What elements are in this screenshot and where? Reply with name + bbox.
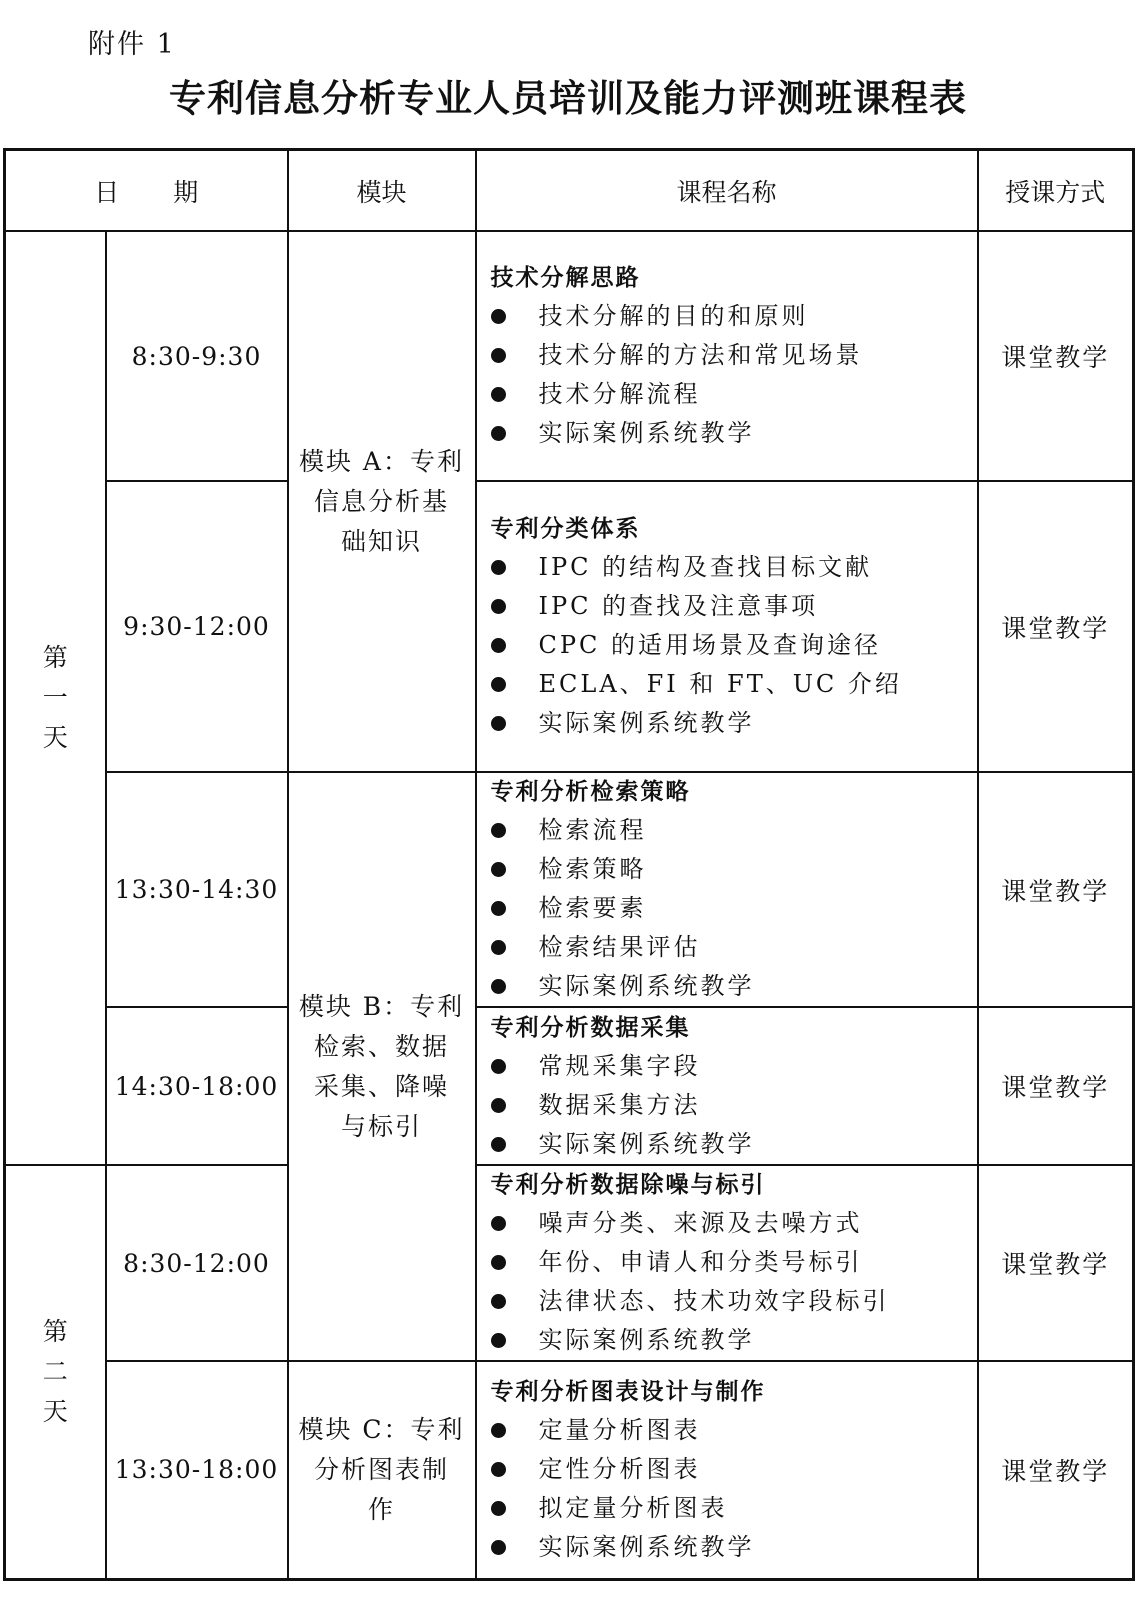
schedule-table	[3, 148, 1135, 1581]
bullet-icon	[491, 901, 506, 916]
bullet-icon	[491, 638, 506, 653]
bullet-icon	[491, 309, 506, 324]
course-item-list	[491, 297, 977, 453]
list-item: 实际案例系统教学	[491, 1321, 977, 1360]
course-cell	[476, 231, 978, 481]
header-module: 模块	[288, 150, 476, 232]
course-title: 专利分类体系	[490, 516, 641, 542]
course-title: 技术分解思路	[490, 265, 641, 291]
module-line: 检索、数据	[313, 1031, 449, 1061]
table-row	[5, 1361, 1134, 1579]
bullet-icon	[491, 823, 506, 838]
teaching-method: 课堂教学	[978, 231, 1134, 481]
session-time: 14:30-18:00	[106, 1007, 288, 1165]
bullet-icon	[491, 387, 506, 402]
day-two-char: 二	[42, 1356, 68, 1386]
module-line: 模块 B：专利	[298, 991, 465, 1021]
day-one-char: 第	[42, 643, 68, 672]
course-title: 专利分析图表设计与制作	[490, 1378, 766, 1405]
list-item: 实际案例系统教学	[491, 414, 977, 453]
module-c-cell	[288, 1361, 476, 1579]
module-line: 作	[367, 1494, 395, 1524]
table-row	[5, 231, 1134, 481]
list-item: ECLA、FI 和 FT、UC 介绍	[491, 665, 977, 704]
list-item: 技术分解流程	[491, 375, 977, 414]
teaching-method: 课堂教学	[978, 1007, 1134, 1165]
module-b-cell	[288, 772, 476, 1361]
course-cell	[476, 772, 978, 1007]
list-item: CPC 的适用场景及查询途径	[491, 626, 977, 665]
module-line: 信息分析基	[313, 486, 449, 516]
list-item: 检索结果评估	[491, 928, 977, 967]
list-item: 技术分解的方法和常见场景	[491, 336, 977, 375]
page-title: 专利信息分析专业人员培训及能力评测班课程表	[169, 77, 967, 120]
teaching-method: 课堂教学	[978, 772, 1134, 1007]
bullet-icon	[491, 426, 506, 441]
bullet-icon	[491, 1098, 506, 1113]
session-time: 8:30-12:00	[106, 1165, 288, 1361]
bullet-icon	[491, 1423, 506, 1438]
list-item: 技术分解的目的和原则	[491, 297, 977, 336]
session-time: 13:30-18:00	[106, 1361, 288, 1579]
bullet-icon	[491, 1255, 506, 1270]
day-two-cell	[5, 1165, 106, 1579]
bullet-icon	[491, 560, 506, 575]
module-line: 分析图表制	[313, 1454, 449, 1484]
bullet-icon	[491, 979, 506, 994]
list-item: 实际案例系统教学	[491, 704, 977, 743]
bullet-icon	[491, 1294, 506, 1309]
header-course: 课程名称	[476, 150, 978, 232]
module-a-cell	[288, 231, 476, 772]
list-item: 数据采集方法	[491, 1086, 977, 1125]
module-line: 模块 A：专利	[298, 446, 464, 476]
course-cell	[476, 1361, 978, 1579]
bullet-icon	[491, 1501, 506, 1516]
day-two-char: 第	[42, 1316, 68, 1346]
bullet-icon	[491, 862, 506, 877]
list-item: 常规采集字段	[491, 1047, 977, 1086]
course-item-list	[491, 1411, 977, 1567]
table-row	[5, 481, 1134, 772]
list-item: 年份、申请人和分类号标引	[491, 1243, 977, 1282]
attachment-label: 附件 1	[88, 29, 176, 60]
course-cell	[476, 1165, 978, 1361]
session-time: 9:30-12:00	[106, 481, 288, 772]
session-time: 13:30-14:30	[106, 772, 288, 1007]
bullet-icon	[491, 716, 506, 731]
table-row	[5, 1165, 1134, 1361]
course-item-list	[491, 548, 977, 743]
session-time: 8:30-9:30	[106, 231, 288, 481]
list-item: 实际案例系统教学	[491, 967, 977, 1006]
module-line: 模块 C：专利	[298, 1414, 465, 1444]
bullet-icon	[491, 1333, 506, 1348]
table-row	[5, 1007, 1134, 1165]
teaching-method: 课堂教学	[978, 1165, 1134, 1361]
list-item: 定性分析图表	[491, 1450, 977, 1489]
day-two-char: 天	[42, 1396, 68, 1426]
bullet-icon	[491, 1462, 506, 1477]
day-one-char: 一	[42, 683, 68, 712]
day-one-char: 天	[42, 723, 68, 752]
list-item: 法律状态、技术功效字段标引	[491, 1282, 977, 1321]
list-item: 噪声分类、来源及去噪方式	[491, 1204, 977, 1243]
list-item: 拟定量分析图表	[491, 1489, 977, 1528]
course-title: 专利分析数据除噪与标引	[490, 1172, 766, 1198]
list-item: 检索流程	[491, 811, 977, 850]
teaching-method: 课堂教学	[978, 1361, 1134, 1579]
list-item: 检索要素	[491, 889, 977, 928]
bullet-icon	[491, 1059, 506, 1074]
course-title: 专利分析数据采集	[490, 1014, 691, 1041]
header-date-char-2: 期	[173, 177, 199, 207]
bullet-icon	[491, 348, 506, 363]
list-item: 定量分析图表	[491, 1411, 977, 1450]
bullet-icon	[491, 677, 506, 692]
header-method: 授课方式	[978, 150, 1134, 232]
module-line: 础知识	[340, 526, 422, 556]
bullet-icon	[491, 599, 506, 614]
course-cell	[476, 481, 978, 772]
list-item: 实际案例系统教学	[491, 1528, 977, 1567]
course-item-list	[491, 1204, 977, 1360]
header-date-char-1: 日	[94, 177, 120, 207]
header-date	[5, 150, 288, 232]
course-title: 专利分析检索策略	[490, 779, 691, 805]
bullet-icon	[491, 1137, 506, 1152]
table-row	[5, 772, 1134, 1007]
list-item: 检索策略	[491, 850, 977, 889]
bullet-icon	[491, 1216, 506, 1231]
course-item-list	[491, 1047, 977, 1164]
bullet-icon	[491, 1540, 506, 1555]
list-item: IPC 的查找及注意事项	[491, 587, 977, 626]
day-one-cell	[5, 231, 106, 1165]
bullet-icon	[491, 940, 506, 955]
course-item-list	[491, 811, 977, 1006]
module-line: 与标引	[340, 1111, 422, 1141]
header-row	[5, 150, 1134, 232]
list-item: IPC 的结构及查找目标文献	[491, 548, 977, 587]
course-cell	[476, 1007, 978, 1165]
teaching-method: 课堂教学	[978, 481, 1134, 772]
module-line: 采集、降噪	[313, 1071, 449, 1101]
list-item: 实际案例系统教学	[491, 1125, 977, 1164]
